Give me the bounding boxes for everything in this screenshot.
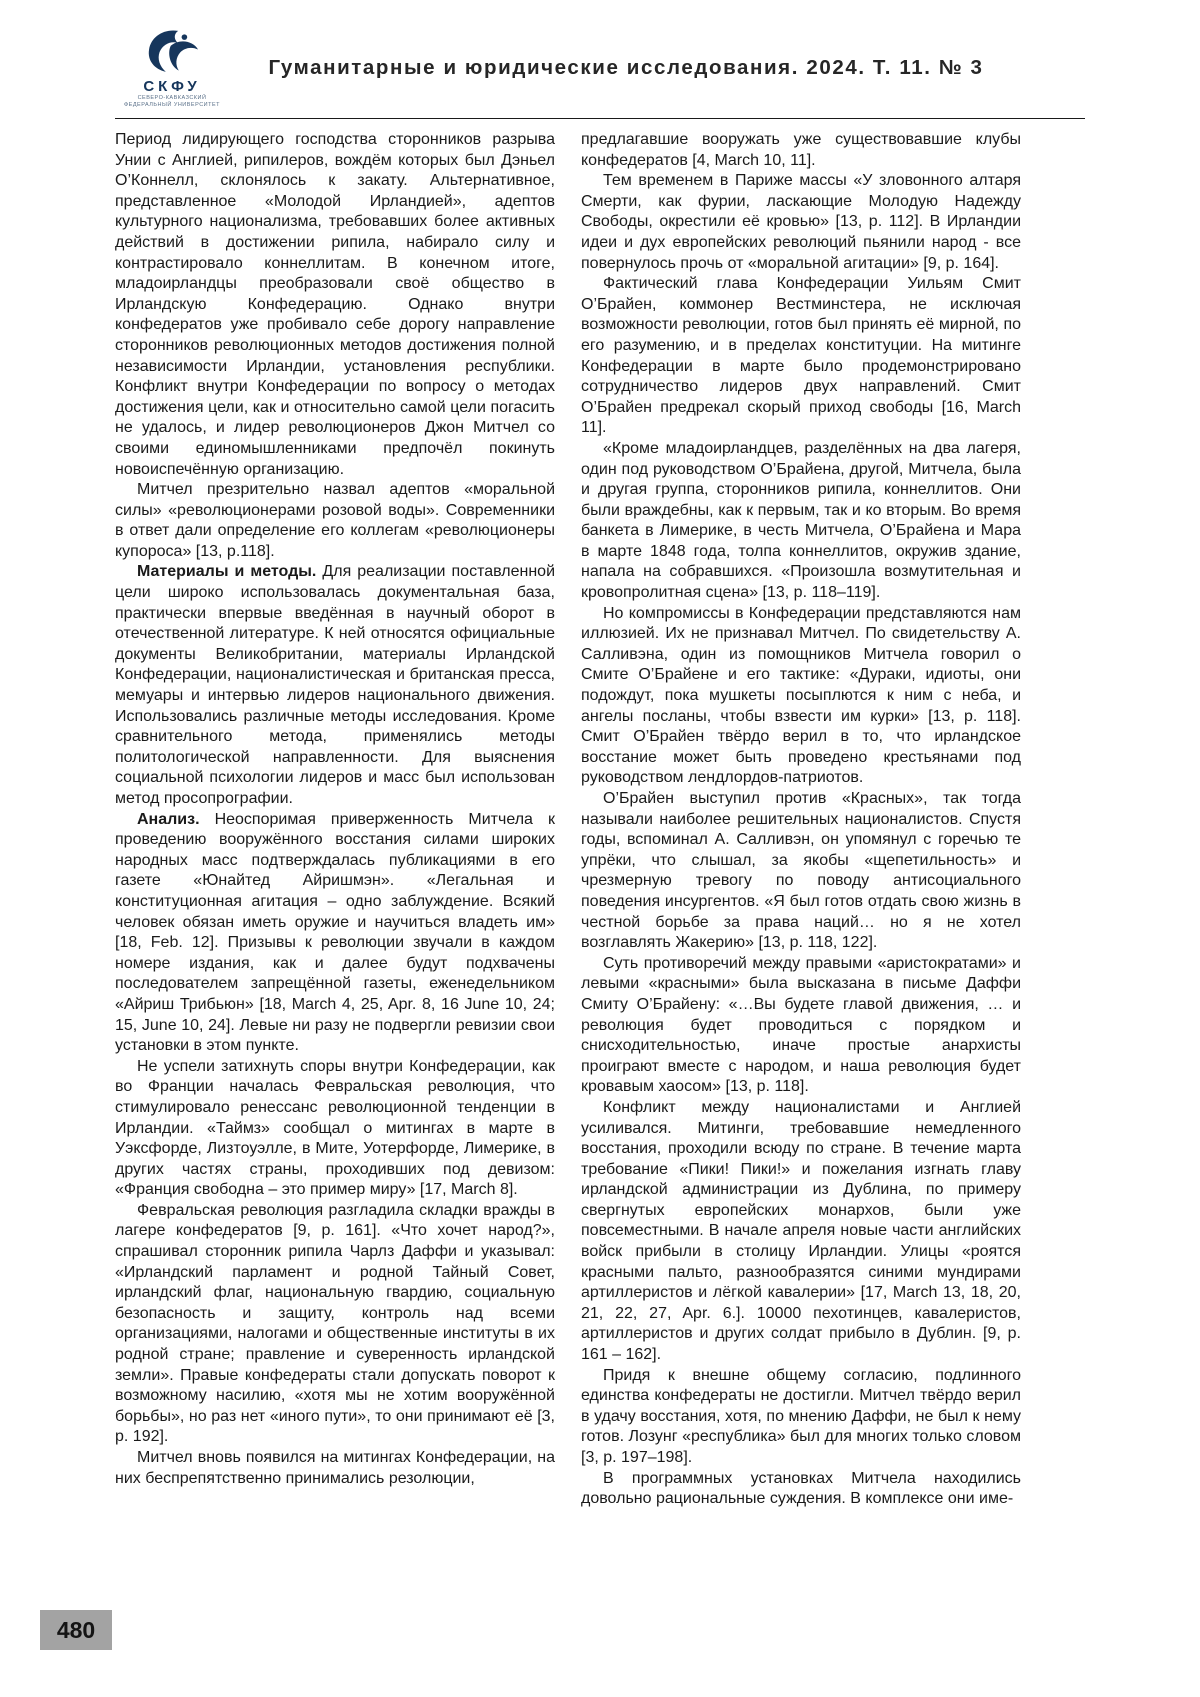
article-body	[115, 130, 1021, 1510]
logo-abbreviation: СКФУ	[143, 78, 201, 95]
paragraph-lead: Анализ.	[137, 810, 215, 828]
paragraph: Придя к внешне общему согласию, подлинного единства конфедераты не достигли. Митчел твёрдо верил в удачу восстания, хотя, по мнению Даффи, не был к нему готов. Лозунг «республика» был для многих только словом [3, p. 197–198].	[581, 1366, 1021, 1466]
paragraph: О’Брайен выступил против «Красных», так тогда называли наиболее решительных националистов. Спустя годы, вспоминал А. Салливэн, он упомянул с горечью те упрёки, что слышал, за якобы «щепетильность» и чрезмерную тревогу по поводу антисоциального поведения инсургентов. «Я был готов отдать свою жизнь в честной борьбе за права наций… но я не хотел возглавлять Жакерию» [13, p. 118, 122].	[581, 790, 1021, 952]
paragraph: Материалы и методы. Для реализации поставленной цели широко использовалась документальная база, практически впервые введённая в научный оборот в отечественной литературе. К ней относятся официальные документы Великобритании, материалы Ирландской Конфедерации, националистическая и британская пресса, мемуары и интервью лидеров национального движения. Использовались различные методы исследования. Кроме сравнительного метода, применялись методы политологической направленности. Для выяснения социальной психологии лидеров и масс был использован метод просопрографии.	[115, 563, 556, 807]
logo-subtitle-line2: ФЕДЕРАЛЬНЫЙ УНИВЕРСИТЕТ	[123, 102, 221, 108]
paragraph: Период лидирующего господства сторонников разрыва Унии с Англией, рипилеров, вождём которых был Дэньел О’Коннелл, склонялось к закату. Альтернативное, представленное «Молодой Ирландией», адептов культурного национализма, требовавших более активных действий в достижении рипила, набирало силу и контрастировало коннеллитам. В конечном итоге, младоирландцы преобразовали своё общество в Ирландскую Конфедерацию. Однако внутри конфедератов уже пробивало себе дорогу направление сторонников революционных методов достижения полной независимости Ирландии, установления республики. Конфликт внутри Конфедерации по вопросу о методах достижения цели, как и относительно самой цели погасить не удалось, и лидер революционеров Джон Митчел со своими единомышленниками предпочёл покинуть новоиспечённую организацию.	[115, 131, 555, 478]
journal-title: Гуманитарные и юридические исследования. 2024. Т. 11. № 3	[268, 56, 984, 79]
left-column	[115, 130, 555, 1510]
paragraph: В программных установках Митчела находились довольно рациональные суждения. В комплексе они име-	[581, 1469, 1021, 1508]
paragraph-lead: Материалы и методы.	[137, 563, 323, 581]
journal-header	[115, 22, 1085, 114]
paragraph: Не успели затихнуть споры внутри Конфедерации, как во Франции началась Февральская революция, что стимулировало ренессанс революционной тенденции в Ирландии. «Таймз» сообщал о митингах в марте в Уэксфорде, Лизтоуэлле, в Мите, Уотерфорде, Лимерике, в других частях страны, проходивших под девизом: «Франция свободна – это пример миру» [17, March 8].	[115, 1057, 555, 1199]
paragraph: Анализ. Неоспоримая приверженность Митчела к проведению вооружённого восстания силами широких народных масс подтверждалась публикациями в его газете «Юнайтед Айришмэн». «Легальная и конституционная агитация – одно заблуждение. Всякий человек обязан иметь оружие и научиться владеть им» [18, Feb. 12]. Призывы к революции звучали в каждом номере издания, как и далее будут подхвачены последователем запрещённой газеты, еженедельником «Айриш Трибьюн» [18, March 4, 25, Apr. 8, 16 June 10, 24; 15, June 10, 24]. Левые ни разу не подвергли ревизии свои установки в этом пункте.	[115, 810, 555, 1055]
paragraph: Суть противоречий между правыми «аристократами» и левыми «красными» была высказана в письме Даффи Смиту О’Брайену: «…Вы будете главой движения, … и революция будет проводиться с порядком и снисходительностью, иначе простые анархисты проиграют вместе с народом, и наша революция будет кровавым хаосом» [13, p. 118].	[581, 954, 1021, 1096]
university-logo	[117, 27, 227, 109]
paragraph: предлагавшие вооружать уже существовавшие клубы конфедератов [4, March 10, 11].	[581, 131, 1021, 169]
eagle-icon	[141, 27, 203, 77]
page-number: 480	[40, 1610, 112, 1650]
right-column	[581, 130, 1021, 1510]
paragraph: Конфликт между националистами и Англией усиливался. Митинги, требовавшие немедленного восстания, проходили всюду по стране. В течение марта требование «Пики! Пики!» и пожелания изгнать главу ирландской администрации из Дублина, по примеру свергнутых европейских монархов, были уже повсеместными. В начале апреля новые части английских войск прибыли в столицу Ирландии. Улицы «роятся красными пальто, разнообразятся синими мундирами артиллеристов и лёгкой кавалерии» [17, March 13, 18, 20, 21, 22, 27, Apr. 6.]. 10000 пехотинцев, кавалеристов, артиллеристов и других солдат прибыло в Дублин. [9, p. 161 – 162].	[581, 1098, 1021, 1364]
paragraph: Но компромиссы в Конфедерации представляются нам иллюзией. Их не признавал Митчел. По свидетельству А. Салливэна, один из помощников Митчела говорил о Смите О’Брайене и его тактике: «Дураки, идиоты, они подождут, пока мушкеты посыплются к ним с неба, и ангелы посланы, чтобы взвести им курки» [13, p. 118]. Смит О’Брайен твёрдо верил в то, что ирландское восстание может быть проведено крестьянами под руководством лендлордов-патриотов.	[581, 604, 1021, 787]
logo-subtitle-line1: СЕВЕРО-КАВКАЗСКИЙ	[137, 95, 207, 101]
header-divider	[115, 118, 1085, 119]
paragraph: «Кроме младоирландцев, разделённых на два лагеря, один под руководством О’Брайена, другой, Митчела, была и другая группа, сторонников рипила, коннеллитов. Они были враждебны, как к первым, так и ко вторым. Во время банкета в Лимерике, в честь Митчела, О’Брайена и Мара в марте 1848 года, толпа коннеллитов, окружив здание, напала на собравшихся. «Произошла возмутительная и кровопролитная сцена» [13, p. 118–119].	[581, 439, 1021, 602]
paragraph: Фактический глава Конфедерации Уильям Смит О’Брайен, коммонер Вестминстера, не исключая возможности революции, готов был принять её мирной, по его разумению, и в пределах конституции. На митинге Конфедерации в марте было продемонстрировано сотрудничество лидеров двух направлений. Смит О’Брайен предрекал скорый приход свободы [16, March 11].	[581, 275, 1021, 437]
paragraph: Митчел вновь появился на митингах Конфедерации, на них беспрепятственно принимались резолюции,	[115, 1449, 555, 1487]
paragraph: Тем временем в Париже массы «У зловонного алтаря Смерти, как фурии, ласкающие Молодую Надежду Свободы, окрестили её кровью» [13, p. 112]. В Ирландии идеи и дух европейских революций пьянили народ - все повернулось прочь от «моральной агитации» [9, p. 164].	[581, 172, 1021, 272]
paragraph: Февральская революция разгладила складки вражды в лагере конфедератов [9, p. 161]. «Что хочет народ?», спрашивал сторонник рипила Чарлз Даффи и указывал: «Ирландский парламент и родной Тайный Совет, ирландский флаг, национальную гвардию, социальную безопасность и защиту, контроль над всеми организациями, налогами и общественные институты в их родной стране; правление и суверенность ирландской земли». Правые конфедераты стали допускать поворот к возможному насилию, «хотя мы не хотим вооружённой борьбы», но раз нет «иного пути», то они принимают её [3, p. 192].	[115, 1201, 555, 1446]
paragraph: Митчел презрительно назвал адептов «моральной силы» «революционерами розовой воды». Современники в ответ дали определение его коллегам «революционеры купороса» [13, p.118].	[115, 481, 555, 560]
